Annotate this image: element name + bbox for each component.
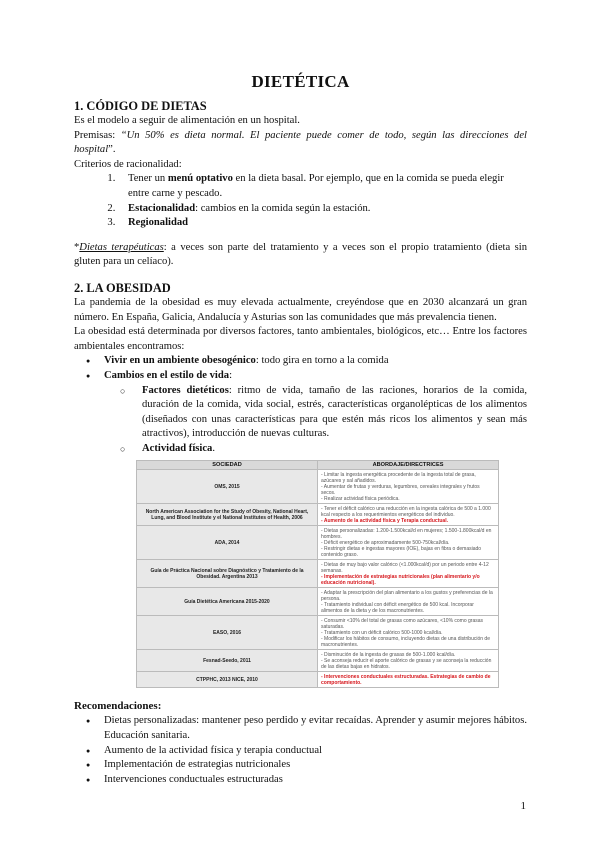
table-cell-abordaje: [318, 672, 499, 688]
table-row: [137, 504, 499, 526]
item-bold: Cambios en el estilo de vida: [104, 369, 230, 381]
item-text: :: [229, 369, 233, 381]
page-number: 1: [520, 800, 526, 812]
item-bold: menú optativo: [167, 173, 233, 185]
table-row: [137, 588, 499, 616]
table-cell-sociedad: Guía de Práctica Nacional sobre Diagnóstico y Tratamiento de la Obesidad. Argentina 2013: [137, 560, 318, 588]
guideline-line: - Adaptar la prescripción del plan alimentario a los gustos y preferencias de la persona.: [321, 589, 493, 602]
criterios-label: Criterios de racionalidad:: [74, 158, 182, 170]
societies-table-image: [136, 460, 499, 688]
table-cell-abordaje: [318, 526, 499, 560]
table-cell-abordaje: [318, 470, 499, 504]
item-bold: Actividad física: [142, 442, 213, 454]
premisas-label: Premisas:: [74, 129, 121, 141]
table-cell-sociedad: North American Association for the Study of Obesity, National Heart, Lung, and Blood Institute y el National Institutes of Health, 2006: [137, 504, 318, 526]
table-row: [137, 560, 499, 588]
list-item: [142, 384, 527, 442]
item-text: : ritmo de vida, tamaño de las raciones, horarios de la comida, duración de la comida, vida social, estrés, características organolépticas de los alimentos (diseñados con unas características para que estén más ricos los alimentos y sean más atractivos), introducción de nuevas culturas.: [142, 384, 527, 440]
guideline-line: - Dietas personalizadas: 1.200-1.500kcal/d en mujeres; 1.500-1.800kcal/d en hombres.: [321, 527, 492, 540]
table-header-abordaje: ABORDAJE/DIRECTRICES: [318, 461, 499, 470]
section-heading-codigo: 1. CÓDIGO DE DIETAS: [74, 99, 207, 113]
table-cell-sociedad: EASO, 2016: [137, 616, 318, 650]
section-heading-obesidad: 2. LA OBESIDAD: [74, 280, 171, 295]
list-item: [104, 354, 527, 369]
item-text: en la dieta basal. Por ejemplo, que en la comida se pueda elegir entre carne y pescado.: [128, 173, 504, 199]
table-row: [137, 672, 499, 688]
guideline-highlight: - Implementación de estrategias nutricionales (plan alimentario y/o educación nutricional).: [321, 573, 480, 586]
note-term: Dietas terapéuticas: [79, 241, 164, 253]
guideline-line: - Tratamiento con un déficit calórico 500-1000 kcal/día.: [321, 629, 443, 636]
list-item: ● Implementación de estrategias nutricionales: [104, 758, 527, 773]
list-item: ● Intervenciones conductuales estructuradas: [104, 773, 527, 788]
premisas-paragraph: [74, 129, 527, 158]
table-cell-abordaje: [318, 650, 499, 672]
guideline-line: - Modificar los hábitos de consumo, incluyendo dietas de una distribución de macronutrientes.: [321, 635, 490, 648]
note-star: *: [74, 241, 80, 253]
item-bold: Estacionalidad: [128, 202, 196, 214]
guideline-line: - Disminución de la ingesta de grasas de 500-1.000 kcal/día.: [321, 651, 456, 658]
guideline-line: - Restringir dietas e ingestas mayores (IOE), bajas en fibra o demasiado contenido graso.: [321, 545, 482, 558]
list-item: [118, 216, 527, 231]
item-text: Tener un: [128, 173, 168, 185]
table-header-sociedad: SOCIEDAD: [137, 461, 318, 470]
table-cell-abordaje: [318, 588, 499, 616]
item-text: .: [212, 442, 215, 454]
guideline-line: - Limitar la ingesta energética procedente de la ingesta total de grasa, azúcares y sal añadidos.: [321, 471, 476, 484]
intro-paragraph: Es el modelo a seguir de alimentación en un hospital.: [74, 115, 300, 126]
obesity-paragraph-1: La pandemia de la obesidad es muy elevada actualmente, creyéndose que en 2030 alcanzará un gran número. En España, Galicia, Andalucía y Asturias son las comunidades que más prevalencia tienen.: [74, 296, 527, 323]
lifestyle-sublist: [104, 384, 527, 457]
recommendations-list: [74, 714, 527, 787]
guideline-line: - Consumir <10% del total de grasas como azúcares, <10% como grasas saturadas.: [321, 617, 484, 630]
item-bold: Regionalidad: [128, 217, 189, 229]
item-bold: Factores dietéticos: [142, 384, 229, 396]
table-row: [137, 616, 499, 650]
table-body: [137, 470, 499, 688]
table-cell-abordaje: [318, 504, 499, 526]
guideline-highlight: - Aumento de la actividad física y Terapia conductual.: [321, 517, 448, 524]
guideline-line: - Realizar actividad física periódica.: [321, 495, 400, 502]
list-item: [118, 172, 527, 201]
guideline-line: - Dietas de muy bajo valor calórico (<1.000kcal/d) por un periodo entre 4-12 semanas.: [321, 561, 489, 574]
list-item: [104, 369, 527, 457]
guideline-line: - Tratamiento individual con déficit energético de 500 kcal. Incorporar alimentos de la dieta y de los macronutrientes.: [321, 601, 474, 614]
item-text: : todo gira en torno a la comida: [255, 355, 389, 367]
therapeutic-note: [74, 241, 527, 270]
table-cell-abordaje: [318, 560, 499, 588]
page-title: DIETÉTICA: [251, 72, 350, 91]
premisas-end: ”.: [108, 144, 116, 156]
recommendations-heading: Recomendaciones:: [74, 700, 162, 713]
table-cell-sociedad: Fesnad-Seedo, 2011: [137, 650, 318, 672]
table-cell-sociedad: OMS, 2015: [137, 470, 318, 504]
table-row: [137, 650, 499, 672]
table-cell-sociedad: Guía Dietética Americana 2015-2020: [137, 588, 318, 616]
factors-list: [74, 354, 527, 456]
guideline-line: - Tener el déficit calórico una reducción en la ingesta calórica de 500 a 1.000 kcal respecto a los requerimientos energéticos del individuo.: [321, 505, 491, 518]
item-bold: Vivir en un ambiente obesogénico: [104, 355, 256, 367]
table-row: [137, 526, 499, 560]
item-text: : cambios en la comida según la estación.: [195, 202, 371, 214]
list-item: [118, 202, 527, 217]
table-cell-sociedad: ADA, 2014: [137, 526, 318, 560]
premisas-quote: “Un 50% es dieta normal. El paciente puede comer de todo, según las direcciones del hospital: [74, 129, 527, 156]
guideline-line: - Se aconseja reducir el aporte calórico de grasas y se aconseja la reducción de las dietas bajas en hidratos.: [321, 657, 492, 670]
list-item: ● Aumento de la actividad física y terapia conductual: [104, 744, 527, 759]
list-item: [142, 442, 527, 457]
guideline-line: - Aumentar de frutas y verduras, legumbres, cereales integrales y frutos secos.: [321, 483, 480, 496]
guideline-line: - Déficit energético de aproximadamente 500-750kcal/día.: [321, 539, 450, 546]
table-cell-sociedad: CTPPHC, 2013 NICE, 2010: [137, 672, 318, 688]
societies-table: [136, 460, 499, 688]
table-cell-abordaje: [318, 616, 499, 650]
obesity-paragraph-2: La obesidad está determinada por diversos factores, tanto ambientales, biológicos, etc… Entre los factores ambientales encontramos:: [74, 326, 527, 352]
criterios-list: [74, 172, 527, 230]
list-item: ● Dietas personalizadas: mantener peso perdido y evitar recaídas. Aprender y asumir mejores hábitos. Educación sanitaria.: [104, 714, 527, 743]
note-rest: : a veces son parte del tratamiento y a veces son el propio tratamiento (dieta sin gluten para un celíaco).: [74, 241, 527, 268]
table-row: [137, 470, 499, 504]
document-page: [74, 72, 527, 787]
guideline-highlight: - Intervenciones conductuales estructuradas. Estrategias de cambio de comportamiento.: [321, 673, 491, 686]
